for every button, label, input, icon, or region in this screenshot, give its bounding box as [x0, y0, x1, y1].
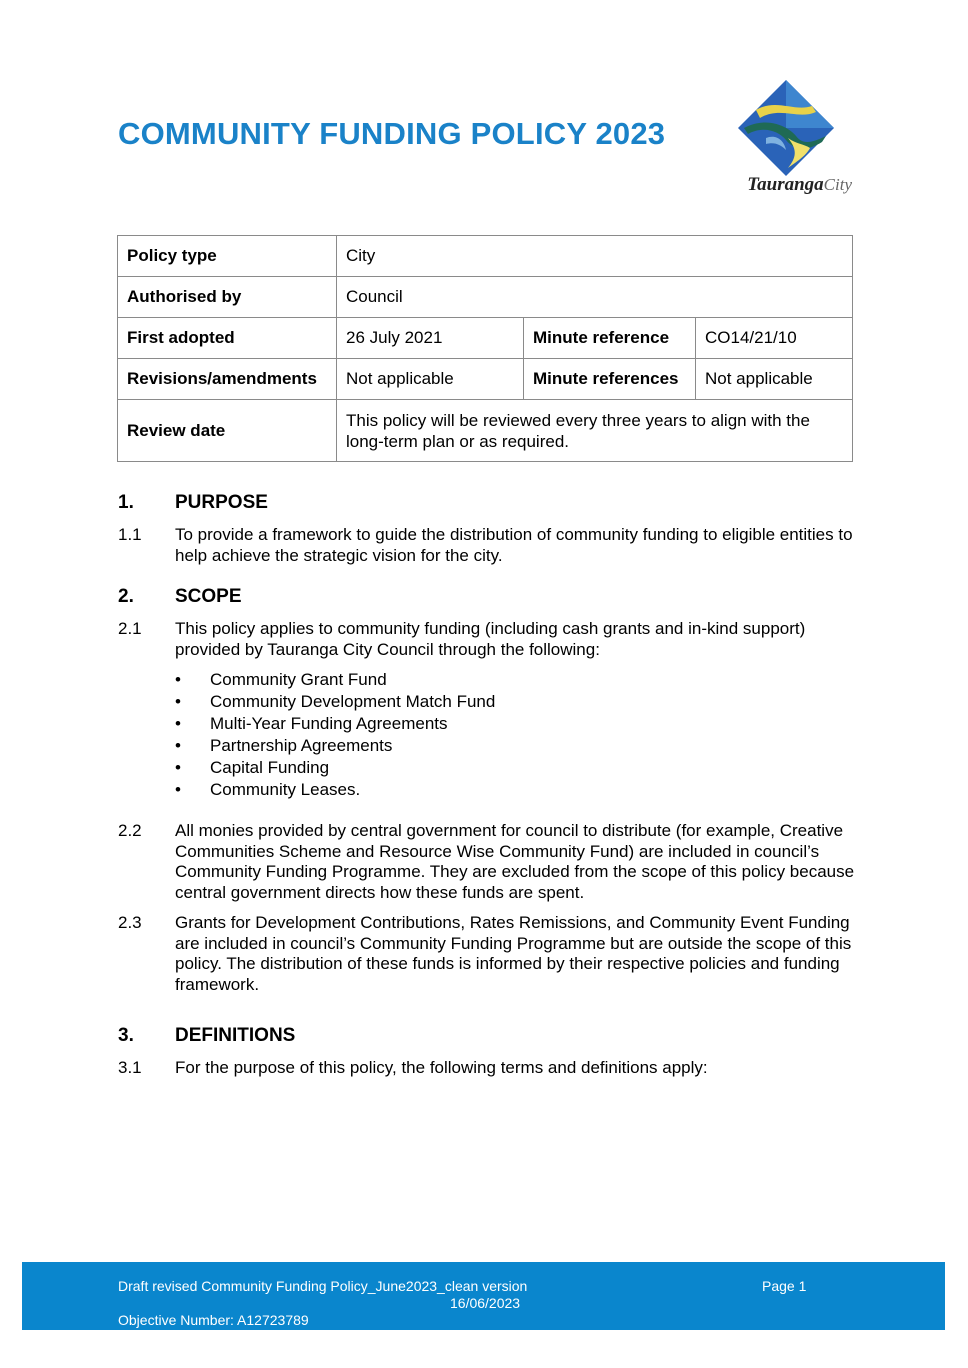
- minute-reference-value: CO14/21/10: [696, 318, 853, 359]
- list-item: • Community Grant Fund: [175, 669, 495, 691]
- section-title: SCOPE: [175, 586, 242, 607]
- paragraph-number: 3.1: [118, 1058, 142, 1077]
- policy-details-table: [117, 235, 853, 462]
- footer-document-name: Draft revised Community Funding Policy_June2023_clean version: [118, 1278, 528, 1294]
- paragraph-3-1: [118, 1058, 858, 1079]
- minute-references-value: Not applicable: [696, 359, 853, 400]
- list-item: • Community Development Match Fund: [175, 691, 495, 713]
- revisions-label: Revisions/amendments: [118, 359, 337, 400]
- first-adopted-value: 26 July 2021: [337, 318, 524, 359]
- footer-date: 16/06/2023: [450, 1295, 521, 1311]
- logo-wordmark: [718, 174, 852, 196]
- paragraph-number: 2.2: [118, 821, 142, 840]
- section-heading-scope: [118, 586, 242, 608]
- logo-word-tauranga: Tauranga: [747, 174, 824, 195]
- paragraph-text: Grants for Development Contributions, Rates Remissions, and Community Event Funding are included in council’s Community Funding Programme but are outside the scope of this policy. The distribution of these funds is informed by their respective policies and funding framework.: [175, 913, 852, 994]
- paragraph-1-1: [118, 525, 858, 566]
- list-item: • Community Leases.: [175, 779, 495, 801]
- paragraph-text: This policy applies to community funding (including cash grants and in-kind support) provided by Tauranga City Council through the following:: [175, 619, 806, 659]
- list-item: • Capital Funding: [175, 757, 495, 779]
- paragraph-number: 2.1: [118, 619, 142, 638]
- table-row: [118, 236, 853, 277]
- authorised-by-value: Council: [337, 277, 853, 318]
- section-number: 3.: [118, 1025, 134, 1046]
- page-footer: [22, 1262, 945, 1330]
- section-number: 1.: [118, 492, 134, 513]
- list-item: • Multi-Year Funding Agreements: [175, 713, 495, 735]
- section-heading-definitions: [118, 1025, 295, 1047]
- footer-objective-number: Objective Number: A12723789: [118, 1312, 309, 1328]
- table-row: [118, 359, 853, 400]
- policy-type-label: Policy type: [118, 236, 337, 277]
- page-title: COMMUNITY FUNDING POLICY 2023: [118, 116, 666, 151]
- logo-word-city: City: [823, 175, 852, 194]
- minute-reference-label: Minute reference: [524, 318, 696, 359]
- logo-emblem-icon: [736, 78, 836, 176]
- revisions-value: Not applicable: [337, 359, 524, 400]
- policy-type-value: City: [337, 236, 853, 277]
- paragraph-number: 1.1: [118, 525, 142, 544]
- section-title: DEFINITIONS: [175, 1025, 296, 1046]
- review-date-value: This policy will be reviewed every three years to align with the long-term plan or as required.: [337, 400, 853, 462]
- paragraph-text: To provide a framework to guide the distribution of community funding to eligible entities to help achieve the strategic vision for the city.: [175, 525, 853, 565]
- tauranga-city-logo: [718, 78, 856, 202]
- funding-list: [175, 669, 495, 801]
- paragraph-2-1: [118, 619, 858, 660]
- section-number: 2.: [118, 586, 134, 607]
- authorised-by-label: Authorised by: [118, 277, 337, 318]
- paragraph-number: 2.3: [118, 913, 142, 932]
- first-adopted-label: First adopted: [118, 318, 337, 359]
- paragraph-text: All monies provided by central government for council to distribute (for example, Creative Communities Scheme and Resource Wise Community Fund) are included in council’s Community Funding Programme. They are excluded from the scope of this policy because central government directs how these funds are spent.: [175, 821, 855, 902]
- paragraph-text: For the purpose of this policy, the following terms and definitions apply:: [175, 1058, 708, 1077]
- list-item: • Partnership Agreements: [175, 735, 495, 757]
- minute-references-label: Minute references: [524, 359, 696, 400]
- footer-page-number: Page 1: [762, 1278, 807, 1294]
- section-title: PURPOSE: [175, 492, 268, 513]
- table-row: [118, 400, 853, 462]
- table-row: [118, 318, 853, 359]
- paragraph-2-3: [118, 913, 858, 995]
- review-date-label: Review date: [118, 400, 337, 462]
- section-heading-purpose: [118, 492, 268, 514]
- paragraph-2-2: [118, 821, 858, 903]
- table-row: [118, 277, 853, 318]
